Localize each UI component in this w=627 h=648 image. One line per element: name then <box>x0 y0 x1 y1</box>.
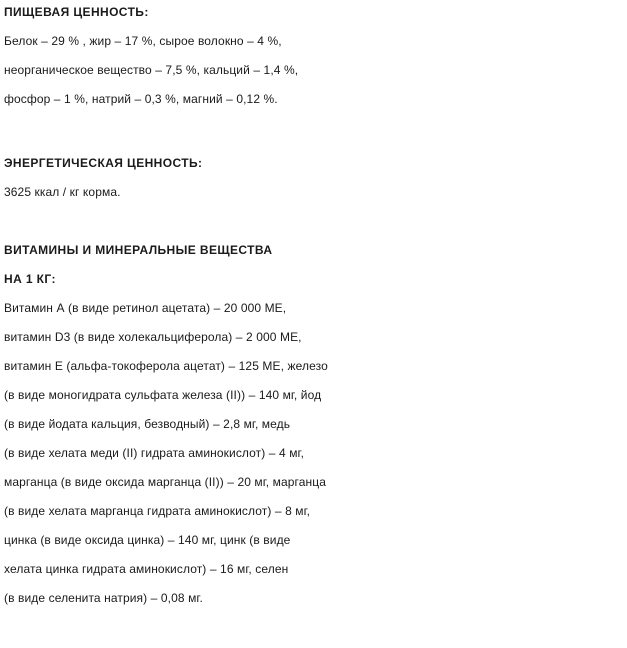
vitamins-line: (в виде хелата марганца гидрата аминокислот) – 8 мг, <box>4 504 311 518</box>
vitamins-heading: НА 1 КГ: <box>4 272 56 286</box>
vitamins-line: (в виде селенита натрия) – 0,08 мг. <box>4 591 203 605</box>
nutrition-heading: ПИЩЕВАЯ ЦЕННОСТЬ: <box>4 5 149 19</box>
energy-section <box>4 149 624 207</box>
vitamins-line: витамин D3 (в виде холекальциферола) – 2 000 МЕ, <box>4 330 302 344</box>
vitamins-line: Витамин А (в виде ретинол ацетата) – 20 000 МЕ, <box>4 301 287 315</box>
vitamins-line: витамин Е (альфа-токоферола ацетат) – 125 МЕ, железо <box>4 359 328 373</box>
vitamins-section <box>4 236 624 613</box>
document-page <box>4 0 624 613</box>
vitamins-line: (в виде моногидрата сульфата железа (II)) – 140 мг, йод <box>4 388 322 402</box>
vitamins-line: (в виде хелата меди (II) гидрата аминокислот) – 4 мг, <box>4 446 305 460</box>
vitamins-line: хелата цинка гидрата аминокислот) – 16 мг, селен <box>4 562 289 576</box>
energy-line: 3625 ккал / кг корма. <box>4 185 121 199</box>
vitamins-line: (в виде йодата кальция, безводный) – 2,8 мг, медь <box>4 417 291 431</box>
nutrition-line: Белок – 29 % , жир – 17 %, сырое волокно – 4 %, <box>4 34 282 48</box>
section-spacer <box>4 207 624 236</box>
nutrition-line: неорганическое вещество – 7,5 %, кальций – 1,4 %, <box>4 63 299 77</box>
vitamins-line: марганца (в виде оксида марганца (II)) – 20 мг, марганца <box>4 475 327 489</box>
nutrition-line: фосфор – 1 %, натрий – 0,3 %, магний – 0,12 %. <box>4 92 278 106</box>
energy-heading: ЭНЕРГЕТИЧЕСКАЯ ЦЕННОСТЬ: <box>4 156 203 170</box>
vitamins-line: цинка (в виде оксида цинка) – 140 мг, цинк (в виде <box>4 533 291 547</box>
nutrition-section <box>4 0 624 114</box>
vitamins-heading: ВИТАМИНЫ И МИНЕРАЛЬНЫЕ ВЕЩЕСТВА <box>4 243 273 257</box>
section-spacer <box>4 114 624 149</box>
